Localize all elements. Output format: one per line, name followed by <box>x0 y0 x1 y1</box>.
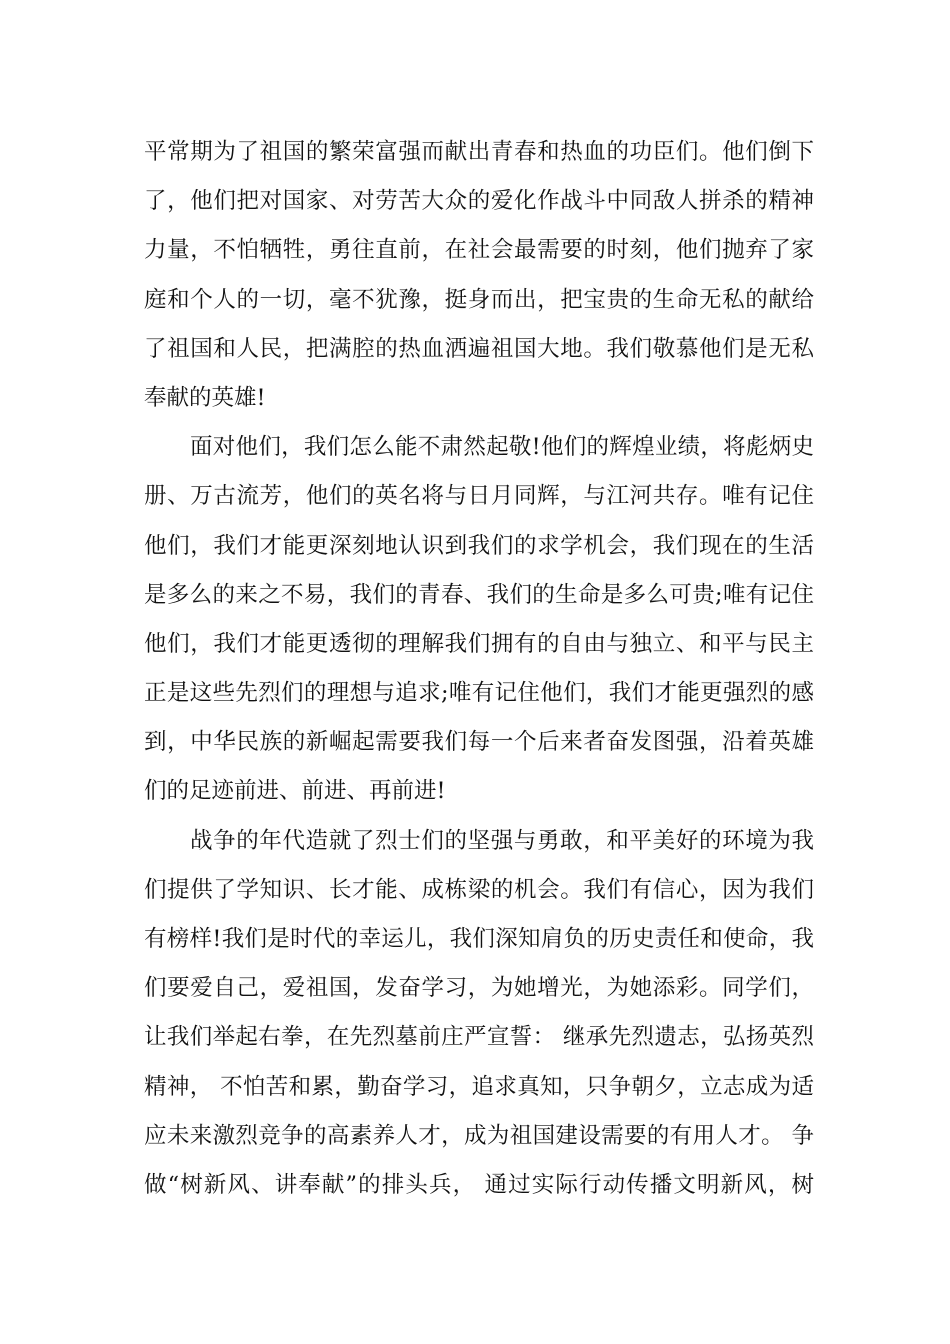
text-line: 精神， 不怕苦和累，勤奋学习，追求真知，只争朝夕，立志成为适 <box>144 1073 814 1100</box>
text-line: 到，中华民族的新崛起需要我们每一个后来者奋发图强，沿着英雄 <box>144 729 814 756</box>
paragraph-3 <box>144 817 814 1211</box>
text-line: 册、万古流芳，他们的英名将与日月同辉，与江河共存。唯有记住 <box>144 483 814 510</box>
text-line: 们的足迹前进、前进、再前进! <box>144 778 446 805</box>
text-line: 了，他们把对国家、对劳苦大众的爱化作战斗中同敌人拼杀的精神 <box>144 188 814 215</box>
paragraph-2 <box>144 423 814 817</box>
text-line: 力量，不怕牺牲，勇往直前，在社会最需要的时刻，他们抛弃了家 <box>144 237 814 264</box>
text-line: 战争的年代造就了烈士们的坚强与勇敢，和平美好的环境为我 <box>190 827 814 854</box>
text-line: 应未来激烈竞争的高素养人才，成为祖国建设需要的有用人才。 争 <box>144 1122 814 1149</box>
text-line: 平常期为了祖国的繁荣富强而献出青春和热血的功臣们。他们倒下 <box>144 139 814 165</box>
text-line: 他们，我们才能更透彻的理解我们拥有的自由与独立、和平与民主 <box>144 630 814 657</box>
text-line: 面对他们，我们怎么能不肃然起敬!他们的辉煌业绩，将彪炳史 <box>190 434 814 461</box>
text-line: 奉献的英雄! <box>144 384 266 411</box>
text-line: 了祖国和人民，把满腔的热血洒遍祖国大地。我们敬慕他们是无私 <box>144 335 814 362</box>
text-line: 们要爱自己，爱祖国，发奋学习，为她增光，为她添彩。同学们， <box>144 975 814 1002</box>
text-line: 做“树新风、讲奉献”的排头兵， 通过实际行动传播文明新风，树 <box>144 1171 814 1198</box>
text-line: 们提供了学知识、长才能、成栋梁的机会。我们有信心，因为我们 <box>144 876 814 903</box>
document-body <box>144 128 814 1210</box>
paragraph-1 <box>144 128 814 423</box>
text-line: 庭和个人的一切，毫不犹豫，挺身而出，把宝贵的生命无私的献给 <box>144 286 814 313</box>
text-line: 是多么的来之不易，我们的青春、我们的生命是多么可贵;唯有记住 <box>144 581 814 608</box>
text-line: 他们，我们才能更深刻地认识到我们的求学机会，我们现在的生活 <box>144 532 814 559</box>
text-line: 让我们举起右拳，在先烈墓前庄严宣誓： 继承先烈遗志，弘扬英烈 <box>144 1024 814 1051</box>
text-line: 正是这些先烈们的理想与追求;唯有记住他们，我们才能更强烈的感 <box>144 680 814 707</box>
text-line: 有榜样!我们是时代的幸运儿，我们深知肩负的历史责任和使命，我 <box>144 926 814 952</box>
